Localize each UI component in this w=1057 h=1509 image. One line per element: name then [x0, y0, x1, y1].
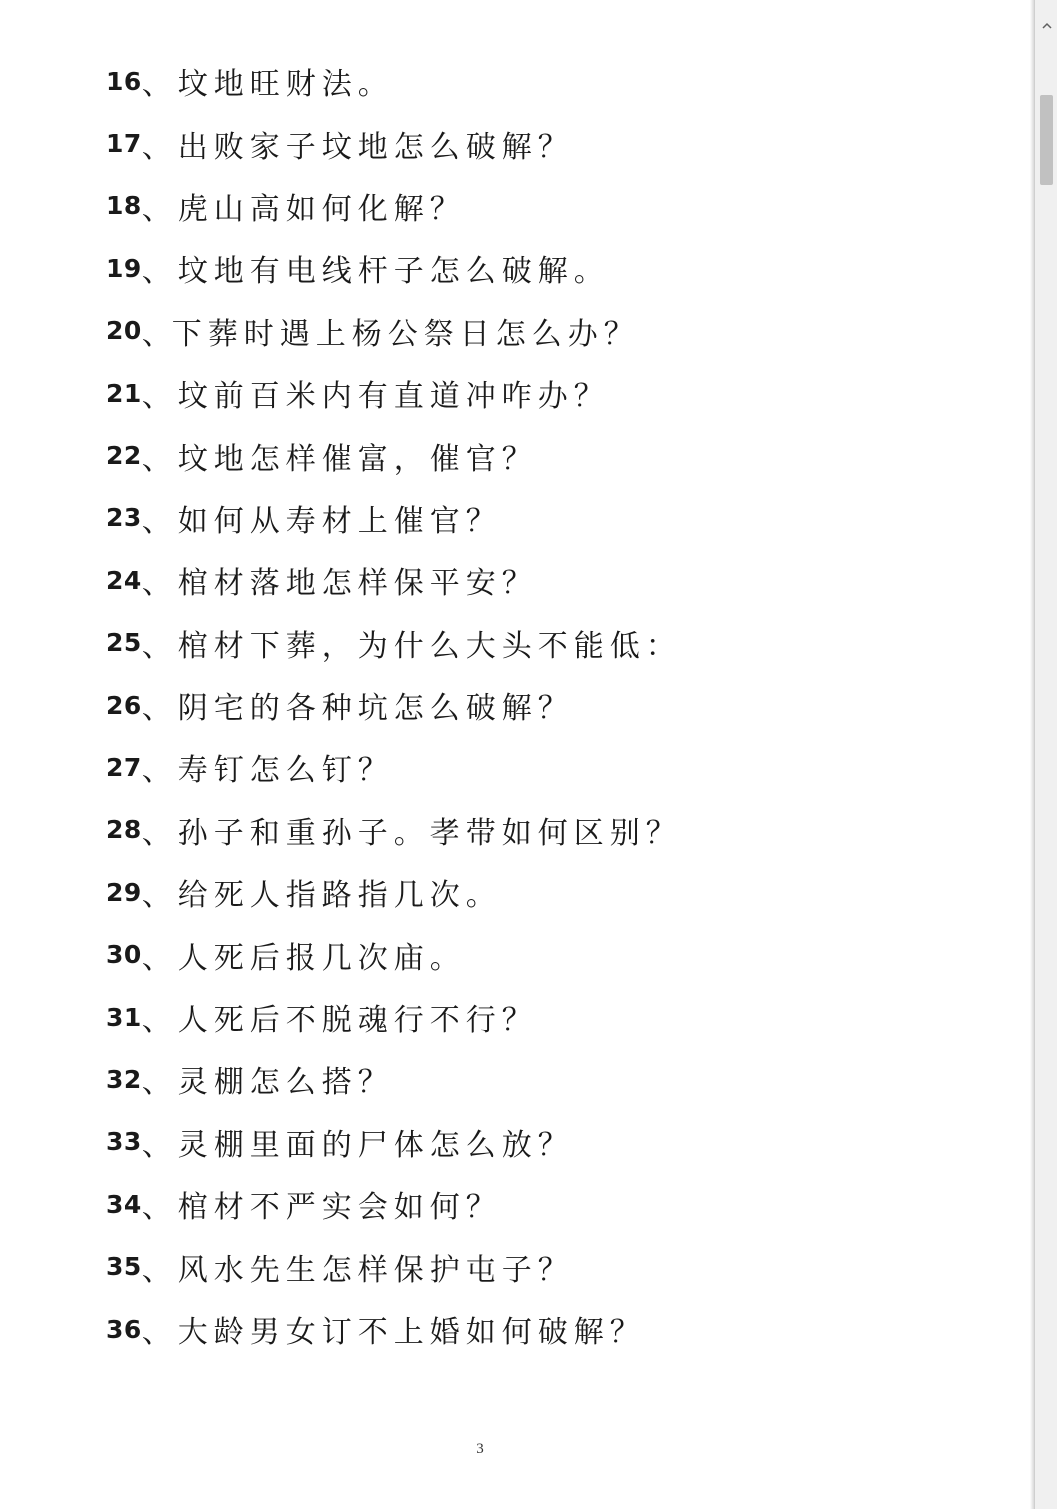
item-separator: 、: [141, 1065, 178, 1101]
item-separator: 、: [141, 441, 178, 477]
item-separator: 、: [141, 1252, 178, 1288]
item-number: 28: [106, 815, 142, 845]
item-text: 灵棚里面的尸体怎么放？: [177, 1127, 574, 1163]
list-item: [106, 674, 682, 736]
list-item: [106, 799, 682, 861]
item-separator: 、: [141, 566, 178, 602]
list-item: [106, 487, 682, 549]
item-separator: 、: [141, 254, 178, 290]
list-item: [106, 50, 682, 112]
list-item: [106, 1111, 682, 1173]
item-text: 如何从寿材上催官？: [177, 503, 502, 539]
list-item: [106, 1298, 682, 1360]
item-number: 18: [106, 191, 142, 221]
item-separator: 、: [141, 940, 178, 976]
list-item: [106, 237, 682, 299]
item-number: 27: [106, 752, 142, 782]
item-text: 阴宅的各种坑怎么破解？: [177, 691, 574, 727]
list-item: [106, 300, 682, 362]
item-number: 16: [106, 66, 142, 96]
chevron-up-icon[interactable]: [1035, 0, 1057, 50]
item-number: 26: [106, 690, 142, 720]
list-item: [106, 986, 682, 1048]
list-item: [106, 1048, 682, 1110]
item-text: 孙子和重孙子。孝带如何区别？: [177, 815, 682, 851]
item-number: 17: [106, 129, 142, 159]
list-item: [106, 736, 682, 798]
item-text: 出败家子坟地怎么破解？: [177, 129, 574, 165]
item-number: 35: [106, 1252, 142, 1282]
item-number: 25: [106, 628, 142, 658]
item-separator: 、: [141, 753, 178, 789]
item-number: 32: [106, 1064, 142, 1094]
chevron-up-icon-glyph: [1042, 22, 1052, 29]
item-text: 棺材下葬，为什么大头不能低：: [177, 628, 682, 664]
item-number: 24: [106, 565, 142, 595]
item-text: 灵棚怎么搭？: [177, 1065, 394, 1101]
item-text: 坟地怎样催富，催官？: [177, 441, 538, 477]
item-number: 30: [106, 940, 142, 970]
item-text: 棺材落地怎样保平安？: [177, 566, 538, 602]
item-separator: 、: [141, 628, 178, 664]
item-text: 人死后报几次庙。: [177, 940, 466, 976]
item-text: 给死人指路指几次。: [177, 878, 502, 914]
item-number: 20: [106, 316, 142, 346]
item-separator: 、: [141, 379, 178, 415]
item-separator: 、: [141, 1190, 178, 1226]
vertical-scrollbar[interactable]: [1034, 0, 1057, 1509]
item-separator: 、: [141, 316, 172, 352]
item-separator: 、: [141, 503, 178, 539]
page-number: 3: [476, 1441, 484, 1457]
list-item: [106, 861, 682, 923]
list-item: [106, 112, 682, 174]
scrollbar-thumb[interactable]: [1040, 95, 1053, 185]
item-separator: 、: [141, 191, 178, 227]
item-text: 人死后不脱魂行不行？: [177, 1003, 538, 1039]
item-separator: 、: [141, 129, 178, 165]
list-item: [106, 1235, 682, 1297]
item-separator: 、: [141, 1003, 178, 1039]
item-text: 坟地旺财法。: [177, 67, 394, 103]
list-item: [106, 362, 682, 424]
item-separator: 、: [141, 691, 178, 727]
item-text: 风水先生怎样保护屯子？: [177, 1252, 574, 1288]
item-number: 33: [106, 1127, 142, 1157]
list-item: [106, 175, 682, 237]
item-number: 31: [106, 1002, 142, 1032]
item-number: 22: [106, 441, 142, 471]
item-number: 36: [106, 1314, 142, 1344]
list-item: [106, 612, 682, 674]
item-text: 虎山高如何化解？: [177, 191, 466, 227]
item-number: 34: [106, 1189, 142, 1219]
item-text: 坟前百米内有直道冲咋办？: [177, 379, 610, 415]
item-separator: 、: [141, 815, 178, 851]
item-text: 坟地有电线杆子怎么破解。: [177, 254, 610, 290]
item-text: 大龄男女订不上婚如何破解？: [177, 1315, 646, 1350]
item-text: 寿钉怎么钉？: [177, 753, 394, 789]
item-text: 棺材不严实会如何？: [177, 1190, 502, 1226]
list-item: [106, 1173, 682, 1235]
question-list: [106, 50, 682, 1360]
item-separator: 、: [141, 878, 178, 914]
item-number: 23: [106, 503, 142, 533]
list-item: [106, 549, 682, 611]
item-separator: 、: [141, 67, 178, 103]
item-text: 下葬时遇上杨公祭日怎么办？: [171, 316, 640, 352]
item-separator: 、: [141, 1127, 178, 1163]
list-item: [106, 923, 682, 985]
list-item: [106, 424, 682, 486]
item-number: 29: [106, 877, 142, 907]
item-number: 21: [106, 378, 142, 408]
item-number: 19: [106, 253, 142, 283]
item-separator: 、: [141, 1315, 178, 1350]
